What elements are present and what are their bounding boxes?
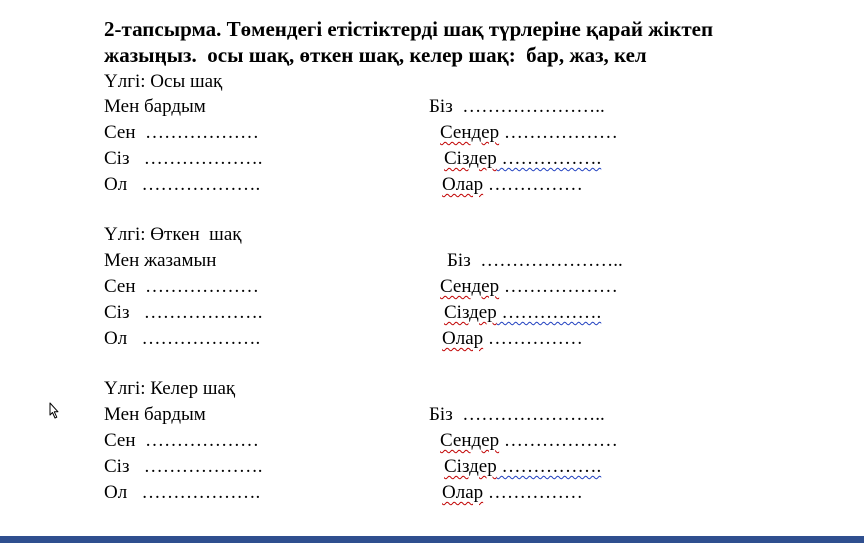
- right-word: Сіздер: [444, 148, 497, 169]
- row-left: [104, 276, 259, 298]
- left-word: Мен жазамын: [104, 250, 217, 271]
- right-dots: …………….: [496, 456, 602, 477]
- task-title-line-2: жазыңыз. осы шақ, өткен шақ, келер шақ: бар, жаз, кел: [104, 43, 647, 67]
- row-left: [104, 122, 259, 144]
- right-dots: …………………..: [452, 96, 605, 117]
- section-heading: Үлгі: Осы шақ: [104, 71, 223, 92]
- row-left: [104, 430, 259, 452]
- right-dots: ……………: [483, 328, 583, 349]
- row-right: [440, 430, 618, 452]
- row-left: [104, 328, 260, 350]
- left-dots: ……………….: [129, 302, 263, 323]
- right-word: Олар: [442, 174, 484, 195]
- row-right: [444, 148, 601, 170]
- right-word: Сіздер: [444, 302, 497, 323]
- left-dots: ………………: [135, 122, 260, 143]
- row-right: [429, 404, 605, 426]
- right-dots: ……………: [483, 174, 583, 195]
- section-heading: Үлгі: Келер шақ: [104, 378, 236, 399]
- right-dots: …………….: [496, 148, 602, 169]
- right-word: Біз: [447, 250, 471, 271]
- left-word: Сен: [104, 122, 136, 143]
- row-right: [444, 456, 601, 478]
- right-dots: …………………..: [452, 404, 605, 425]
- row-left: [104, 456, 262, 478]
- row-left: [104, 404, 206, 426]
- pointer-cursor-icon: [43, 402, 59, 420]
- left-word: Ол: [104, 328, 128, 349]
- row-right: [440, 122, 618, 144]
- left-word: Мен бардым: [104, 96, 206, 117]
- right-dots: ………………: [499, 276, 618, 297]
- left-word: Сіз: [104, 148, 130, 169]
- right-dots: ………………: [499, 430, 618, 451]
- right-word: Біз: [429, 96, 453, 117]
- left-word: Сіз: [104, 302, 130, 323]
- row-right: [447, 250, 623, 272]
- task-title-line-1: 2-тапсырма. Төмендегі етістіктерді шақ түрлеріне қарай жіктеп: [104, 17, 714, 41]
- right-word: Сіздер: [444, 456, 497, 477]
- row-left: [104, 302, 262, 324]
- left-dots: ………………: [135, 430, 260, 451]
- left-word: Сіз: [104, 456, 130, 477]
- left-dots: ……………….: [127, 174, 261, 195]
- row-left: [104, 482, 260, 504]
- row-right: [442, 328, 583, 350]
- left-word: Мен бардым: [104, 404, 206, 425]
- row-left: [104, 96, 206, 118]
- left-dots: ……………….: [127, 482, 261, 503]
- right-word: Олар: [442, 482, 484, 503]
- left-word: Ол: [104, 174, 128, 195]
- row-right: [440, 276, 618, 298]
- row-left: [104, 148, 262, 170]
- left-word: Сен: [104, 276, 136, 297]
- left-dots: ……………….: [129, 456, 263, 477]
- window-bottom-bar: [0, 536, 864, 543]
- right-dots: ……………: [483, 482, 583, 503]
- right-word: Олар: [442, 328, 484, 349]
- left-dots: ……………….: [129, 148, 263, 169]
- right-word: Сендер: [440, 276, 500, 297]
- left-dots: ……………….: [127, 328, 261, 349]
- left-word: Ол: [104, 482, 128, 503]
- row-left: [104, 250, 216, 272]
- right-word: Біз: [429, 404, 453, 425]
- right-dots: …………….: [496, 302, 602, 323]
- right-dots: …………………..: [470, 250, 623, 271]
- row-left: [104, 174, 260, 196]
- right-word: Сендер: [440, 122, 500, 143]
- left-dots: ………………: [135, 276, 260, 297]
- right-dots: ………………: [499, 122, 618, 143]
- right-word: Сендер: [440, 430, 500, 451]
- task-title: [104, 16, 784, 68]
- left-word: Сен: [104, 430, 136, 451]
- row-right: [442, 174, 583, 196]
- row-right: [444, 302, 601, 324]
- row-right: [429, 96, 605, 118]
- row-right: [442, 482, 583, 504]
- section-heading: Үлгі: Өткен шақ: [104, 224, 242, 245]
